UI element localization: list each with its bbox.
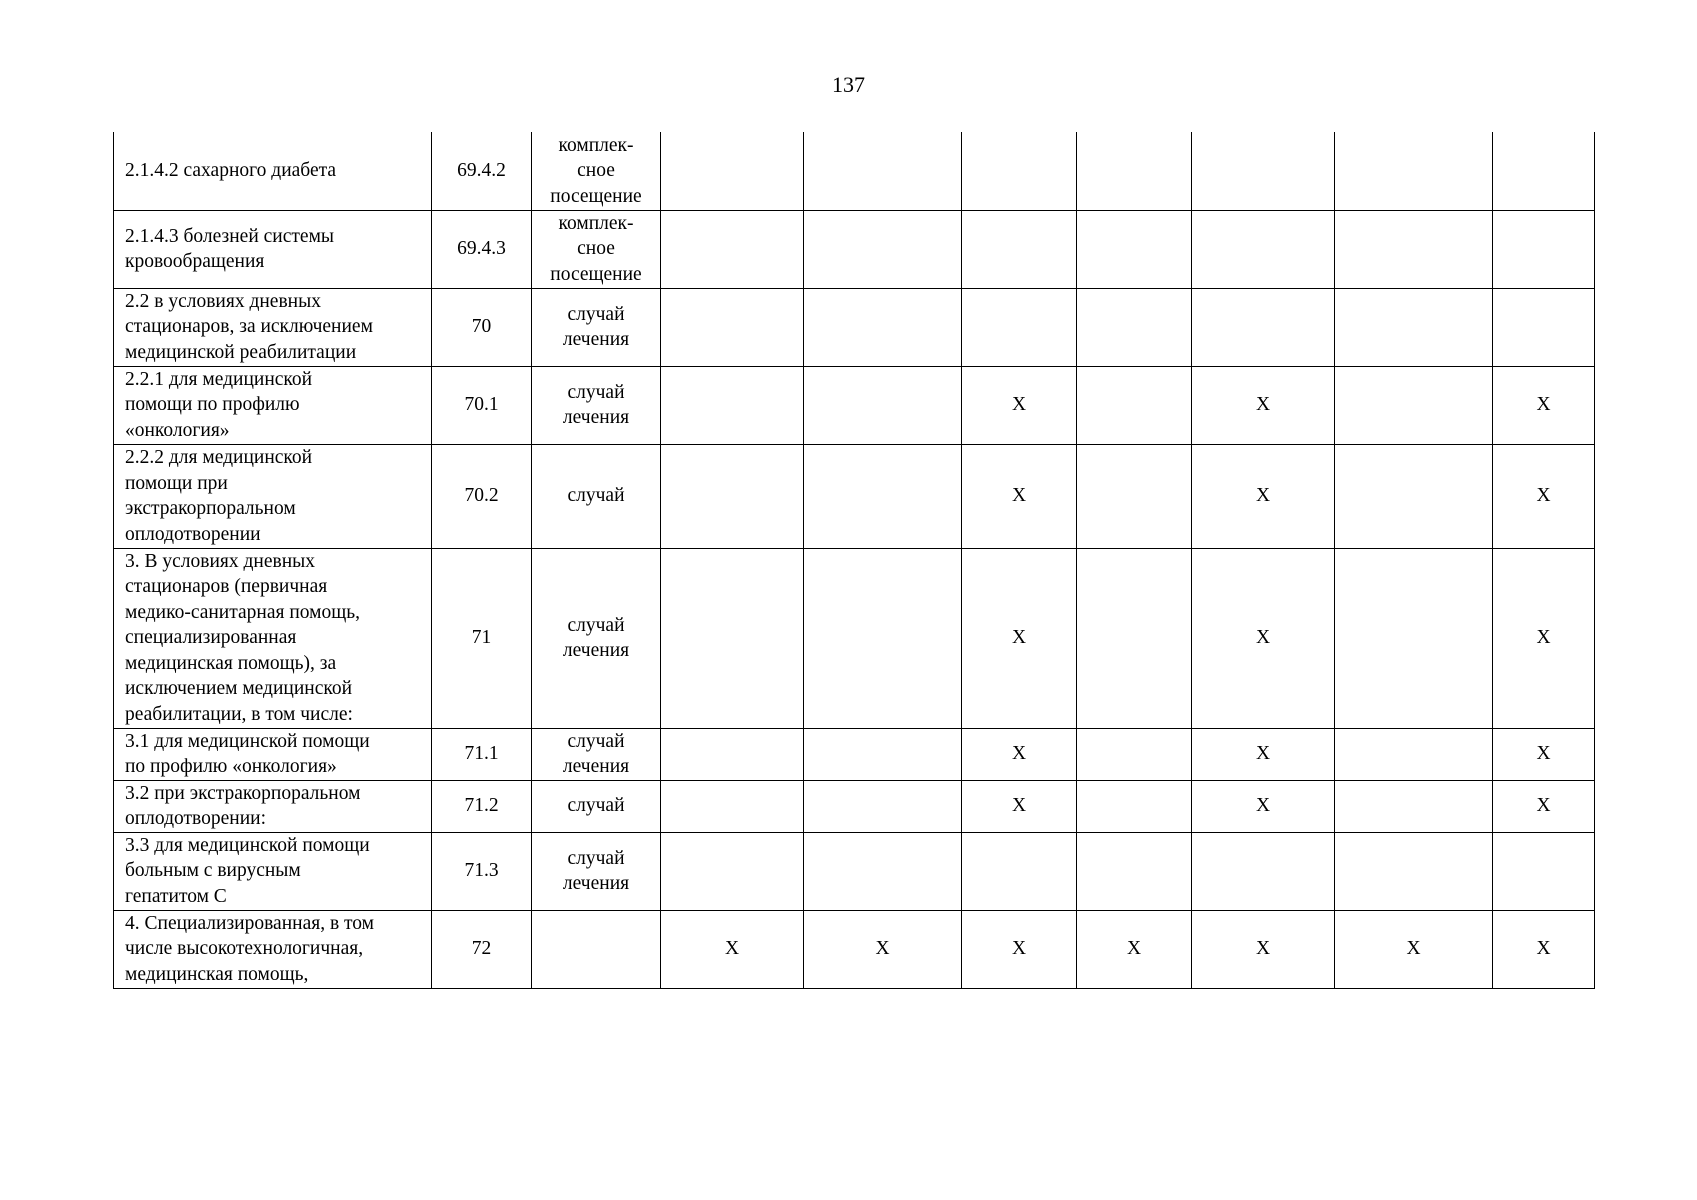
row-name-cell-text: 2.1.4.2 сахарного диабета (125, 160, 337, 181)
row-unit-cell-text: случай (567, 795, 625, 817)
row-mark-cell (1335, 444, 1493, 548)
row-name-cell (114, 288, 432, 366)
row-unit-cell-text: комплек- сное посещение (550, 134, 642, 207)
row-mark-cell (804, 132, 962, 210)
row-mark-cell-text: X (1255, 938, 1271, 960)
row-mark-cell-text: X (1255, 627, 1271, 649)
row-unit-cell-text: комплек- сное посещение (550, 212, 642, 285)
row-code-cell-text: 71.3 (464, 860, 499, 882)
row-mark-cell (1335, 780, 1493, 832)
row-mark-cell (1077, 444, 1192, 548)
row-mark-cell-text: X (1536, 795, 1551, 817)
row-unit-cell (532, 444, 661, 548)
row-mark-cell-text: X (1011, 795, 1027, 817)
row-name-cell (114, 728, 432, 780)
row-unit-cell-text: случай (567, 485, 625, 507)
row-code-cell (432, 366, 532, 444)
row-code-cell (432, 444, 532, 548)
row-mark-cell (1077, 548, 1192, 728)
row-code-cell-text: 70.2 (464, 485, 499, 507)
row-mark-cell-text: X (1255, 743, 1271, 765)
row-mark-cell (661, 132, 804, 210)
table-row (114, 548, 1595, 728)
row-mark-cell (1335, 366, 1493, 444)
row-code-cell (432, 210, 532, 288)
row-mark-cell (1192, 132, 1335, 210)
table-row (114, 366, 1595, 444)
row-unit-cell-text: случай лечения (562, 381, 630, 428)
row-mark-cell (962, 444, 1077, 548)
row-unit-cell-text: случай лечения (562, 614, 630, 661)
row-mark-cell (962, 210, 1077, 288)
table-row (114, 780, 1595, 832)
row-mark-cell-text: X (1536, 627, 1551, 649)
table-row (114, 288, 1595, 366)
row-code-cell (432, 780, 532, 832)
row-name-cell (114, 366, 432, 444)
row-mark-cell (1493, 210, 1595, 288)
row-mark-cell (962, 910, 1077, 988)
row-mark-cell (962, 728, 1077, 780)
row-mark-cell-text: X (1011, 938, 1027, 960)
row-name-cell (114, 832, 432, 910)
row-mark-cell (661, 210, 804, 288)
row-mark-cell (1077, 780, 1192, 832)
row-unit-cell (532, 728, 661, 780)
row-code-cell-text: 71.1 (464, 743, 499, 765)
row-mark-cell (962, 780, 1077, 832)
row-unit-cell (532, 832, 661, 910)
row-mark-cell (1192, 728, 1335, 780)
row-name-cell (114, 548, 432, 728)
row-mark-cell-text: X (1011, 627, 1027, 649)
row-mark-cell (962, 288, 1077, 366)
row-unit-cell (532, 366, 661, 444)
row-mark-cell (804, 366, 962, 444)
row-name-cell (114, 132, 432, 210)
row-mark-cell-text: X (1126, 938, 1142, 960)
row-mark-cell (1335, 548, 1493, 728)
table-row (114, 728, 1595, 780)
row-mark-cell-text: X (1011, 743, 1027, 765)
row-unit-cell (532, 780, 661, 832)
row-mark-cell (1493, 548, 1595, 728)
row-mark-cell-text: X (1011, 394, 1027, 416)
row-mark-cell (804, 548, 962, 728)
row-mark-cell-text: X (1255, 795, 1271, 817)
row-mark-cell (1192, 210, 1335, 288)
row-code-cell (432, 728, 532, 780)
row-name-cell-text: 3.1 для медицинской помощи по профилю «онкология» (125, 730, 370, 777)
row-mark-cell (1493, 728, 1595, 780)
row-code-cell-text: 71 (471, 627, 492, 649)
row-code-cell-text: 72 (471, 938, 492, 960)
row-code-cell-text: 69.4.3 (457, 238, 506, 260)
row-unit-cell (532, 288, 661, 366)
row-name-cell-text: 3.2 при экстракорпоральном оплодотворении: (125, 782, 361, 829)
row-mark-cell (804, 780, 962, 832)
row-mark-cell (962, 366, 1077, 444)
row-mark-cell (1335, 288, 1493, 366)
row-mark-cell (1077, 288, 1192, 366)
row-mark-cell-text: X (1536, 938, 1551, 960)
row-name-cell-text: 2.1.4.3 болезней системы кровообращения (125, 225, 335, 272)
row-name-cell-text: 2.2.1 для медицинской помощи по профилю «онкология» (125, 368, 313, 441)
row-mark-cell-text: X (1406, 938, 1421, 960)
row-code-cell (432, 132, 532, 210)
row-code-cell (432, 910, 532, 988)
row-mark-cell-text: X (1011, 485, 1027, 507)
row-mark-cell (1192, 832, 1335, 910)
row-unit-cell (532, 132, 661, 210)
row-mark-cell (661, 444, 804, 548)
row-name-cell-text: 4. Специализированная, в том числе высокотехнологичная, медицинская помощь, (125, 912, 375, 985)
row-code-cell (432, 288, 532, 366)
row-mark-cell-text: X (1536, 394, 1551, 416)
table-row (114, 910, 1595, 988)
row-mark-cell (1192, 444, 1335, 548)
row-mark-cell-text: X (724, 938, 740, 960)
row-name-cell (114, 444, 432, 548)
row-mark-cell (804, 288, 962, 366)
row-mark-cell (661, 548, 804, 728)
row-mark-cell (1335, 832, 1493, 910)
table-row (114, 132, 1595, 210)
row-mark-cell (1335, 132, 1493, 210)
row-unit-cell-text: случай лечения (562, 730, 630, 777)
row-mark-cell (1493, 780, 1595, 832)
row-mark-cell (1077, 832, 1192, 910)
row-mark-cell (1335, 728, 1493, 780)
row-mark-cell (804, 728, 962, 780)
row-name-cell-text: 3.3 для медицинской помощи больным с вирусным гепатитом С (125, 834, 370, 907)
row-name-cell-text: 3. В условиях дневных стационаров (первичная медико-санитарная помощь, специализированная медицинская помощь), за исключением медицинской реабилитации, в том числе: (125, 550, 361, 725)
row-code-cell (432, 832, 532, 910)
row-mark-cell (1077, 366, 1192, 444)
row-mark-cell (1192, 780, 1335, 832)
row-mark-cell-text: X (1536, 743, 1551, 765)
row-mark-cell (1335, 210, 1493, 288)
row-mark-cell (804, 832, 962, 910)
row-mark-cell (661, 728, 804, 780)
row-mark-cell (661, 288, 804, 366)
row-unit-cell-text: случай лечения (562, 847, 630, 894)
row-name-cell (114, 910, 432, 988)
row-mark-cell (1493, 910, 1595, 988)
row-mark-cell-text: X (1536, 485, 1551, 507)
row-mark-cell (1493, 132, 1595, 210)
row-mark-cell (962, 132, 1077, 210)
row-mark-cell (804, 444, 962, 548)
row-code-cell-text: 70 (471, 316, 492, 338)
row-mark-cell (1077, 728, 1192, 780)
row-unit-cell (532, 210, 661, 288)
row-mark-cell (1335, 910, 1493, 988)
row-mark-cell (804, 910, 962, 988)
row-code-cell-text: 69.4.2 (457, 160, 506, 181)
row-mark-cell (1077, 910, 1192, 988)
row-unit-cell-text: случай лечения (562, 303, 630, 350)
table-body (114, 132, 1595, 988)
row-mark-cell (1493, 288, 1595, 366)
table-row (114, 444, 1595, 548)
row-unit-cell (532, 910, 661, 988)
row-name-cell (114, 780, 432, 832)
row-mark-cell (1077, 210, 1192, 288)
row-code-cell (432, 548, 532, 728)
row-mark-cell (1493, 444, 1595, 548)
row-mark-cell (1493, 832, 1595, 910)
row-mark-cell (1192, 910, 1335, 988)
row-mark-cell (661, 780, 804, 832)
row-mark-cell (661, 832, 804, 910)
row-mark-cell (962, 832, 1077, 910)
table-row (114, 210, 1595, 288)
row-name-cell-text: 2.2.2 для медицинской помощи при экстракорпоральном оплодотворении (125, 447, 313, 545)
row-mark-cell (1192, 366, 1335, 444)
page-number: 137 (832, 72, 865, 97)
row-mark-cell (1493, 366, 1595, 444)
row-mark-cell-text: X (1255, 394, 1271, 416)
row-name-cell-text: 2.2 в условиях дневных стационаров, за исключением медицинской реабилитации (125, 290, 373, 363)
table-row (114, 832, 1595, 910)
row-mark-cell (661, 910, 804, 988)
row-mark-cell-text: X (875, 938, 890, 960)
row-name-cell (114, 210, 432, 288)
row-mark-cell-text: X (1255, 485, 1271, 507)
row-unit-cell (532, 548, 661, 728)
row-code-cell-text: 70.1 (464, 394, 499, 416)
row-mark-cell (661, 366, 804, 444)
row-code-cell-text: 71.2 (464, 795, 499, 817)
row-mark-cell (804, 210, 962, 288)
row-mark-cell (1192, 548, 1335, 728)
row-mark-cell (962, 548, 1077, 728)
row-mark-cell (1077, 132, 1192, 210)
data-table (113, 132, 1595, 989)
row-mark-cell (1192, 288, 1335, 366)
